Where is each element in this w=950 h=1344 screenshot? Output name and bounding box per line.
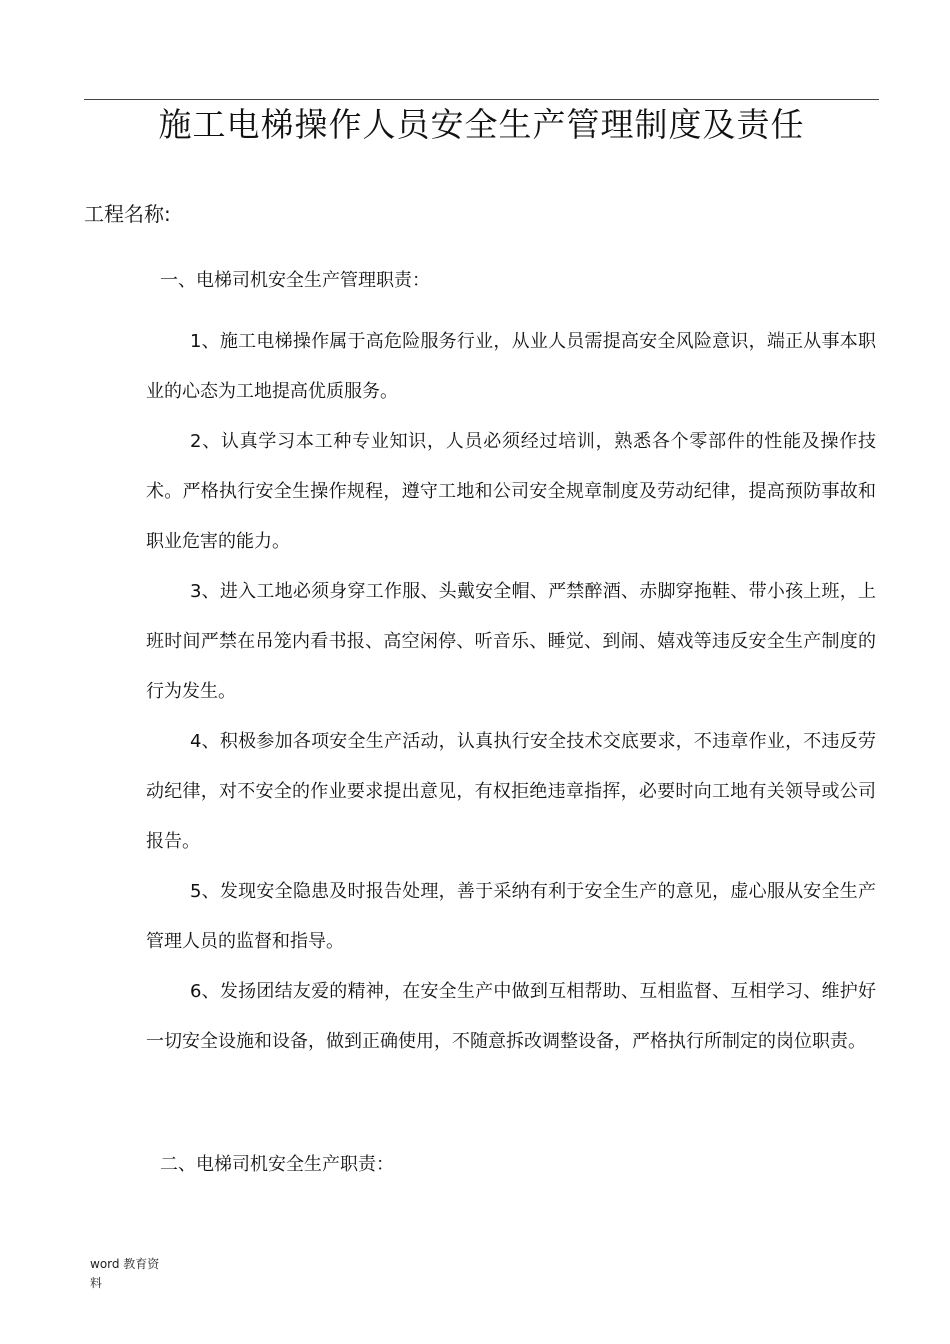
section-one-heading: 一、电梯司机安全生产管理职责： bbox=[160, 270, 430, 291]
document-title: 施工电梯操作人员安全生产管理制度及责任 bbox=[158, 105, 805, 144]
duty-item-4: 4、积极参加各项安全生产活动，认真执行安全技术交底要求，不违章作业，不违反劳动纪律，对不安全的作业要求提出意见，有权拒绝违章指挥，必要时向工地有关领导或公司报告。 bbox=[146, 731, 876, 852]
duty-item-1: 1、施工电梯操作属于高危险服务行业，从业人员需提高安全风险意识，端正从事本职业的心态为工地提高优质服务。 bbox=[146, 331, 876, 402]
top-rule bbox=[84, 99, 879, 100]
section-two-heading: 二、电梯司机安全生产职责： bbox=[160, 1154, 394, 1175]
duty-item-2: 2、认真学习本工种专业知识，人员必须经过培训，熟悉各个零部件的性能及操作技术。严格执行安全生操作规程，遵守工地和公司安全规章制度及劳动纪律，提高预防事故和职业危害的能力。 bbox=[146, 431, 876, 552]
footer-note: word 教育资料 bbox=[90, 1257, 160, 1290]
duty-item-3: 3、进入工地必须身穿工作服、头戴安全帽、严禁醉酒、赤脚穿拖鞋、带小孩上班，上班时间严禁在吊笼内看书报、高空闲停、听音乐、睡觉、到闹、嬉戏等违反安全生产制度的行为发生。 bbox=[146, 581, 876, 702]
duty-item-6: 6、发扬团结友爱的精神，在安全生产中做到互相帮助、互相监督、互相学习、维护好一切安全设施和设备，做到正确使用，不随意拆改调整设备，严格执行所制定的岗位职责。 bbox=[146, 981, 876, 1052]
project-name-label: 工程名称: bbox=[84, 202, 171, 226]
section-one-items bbox=[146, 317, 876, 1067]
duty-item-5: 5、发现安全隐患及时报告处理，善于采纳有利于安全生产的意见，虚心服从安全生产管理人员的监督和指导。 bbox=[146, 881, 876, 952]
